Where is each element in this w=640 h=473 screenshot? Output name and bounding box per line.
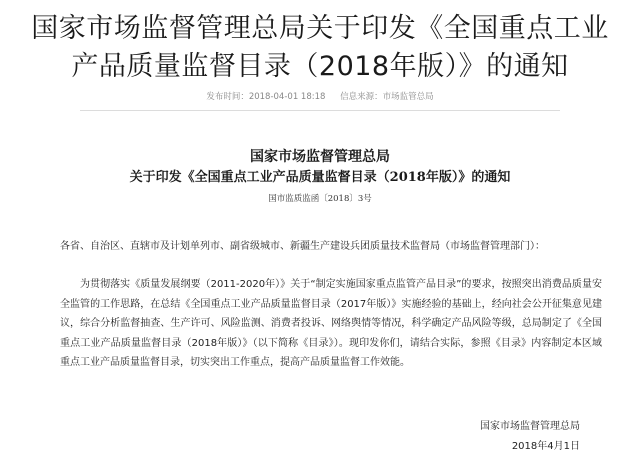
article-headline: 国家市场监督管理总局关于印发《全国重点工业产品质量监督目录（2018年版）》的通知 <box>31 13 609 82</box>
document-notice-title: 关于印发《全国重点工业产品质量监督目录（2018年版）》的通知 <box>129 170 511 185</box>
document-signature <box>480 417 580 457</box>
article-meta <box>0 91 640 103</box>
signature-issuer: 国家市场监督管理总局 <box>480 421 580 432</box>
document-issuer-title: 国家市场监督管理总局 <box>250 149 390 165</box>
document-number: 国市监质监函〔2018〕3号 <box>268 194 372 204</box>
document-recipients: 各省、自治区、直辖市及计划单列市、副省级城市、新疆生产建设兵团质量技术监督局（市场监督管理部门）： <box>60 241 545 252</box>
document-body-paragraph: 为贯彻落实《质量发展纲要（2011-2020年）》关于“制定实施国家重点监管产品目录”的要求，按照突出消费品质量安全监管的工作思路，在总结《全国重点工业产品质量监督目录（2017年版）》实施经验的基础上，经向社会公开征集意见建议，综合分析监督抽查、生产许可、风险监测、消费者投诉、网络舆情等情况，科学确定产品风险等级，总局制定了《全国重点工业产品质量监督目录（2018年版）》（以下简称《目录》）。现印发你们，请结合实际，参照《目录》内容制定本区域重点工业产品质量监督目录，切实突出工作重点，提高产品质量监督工作效能。 <box>60 279 602 368</box>
signature-date: 2018年4月1日 <box>511 441 580 452</box>
publish-time: 发布时间：2018-04-01 18:18 <box>206 92 326 102</box>
info-source: 信息来源：市场监管总局 <box>340 92 434 102</box>
meta-divider <box>80 110 560 111</box>
